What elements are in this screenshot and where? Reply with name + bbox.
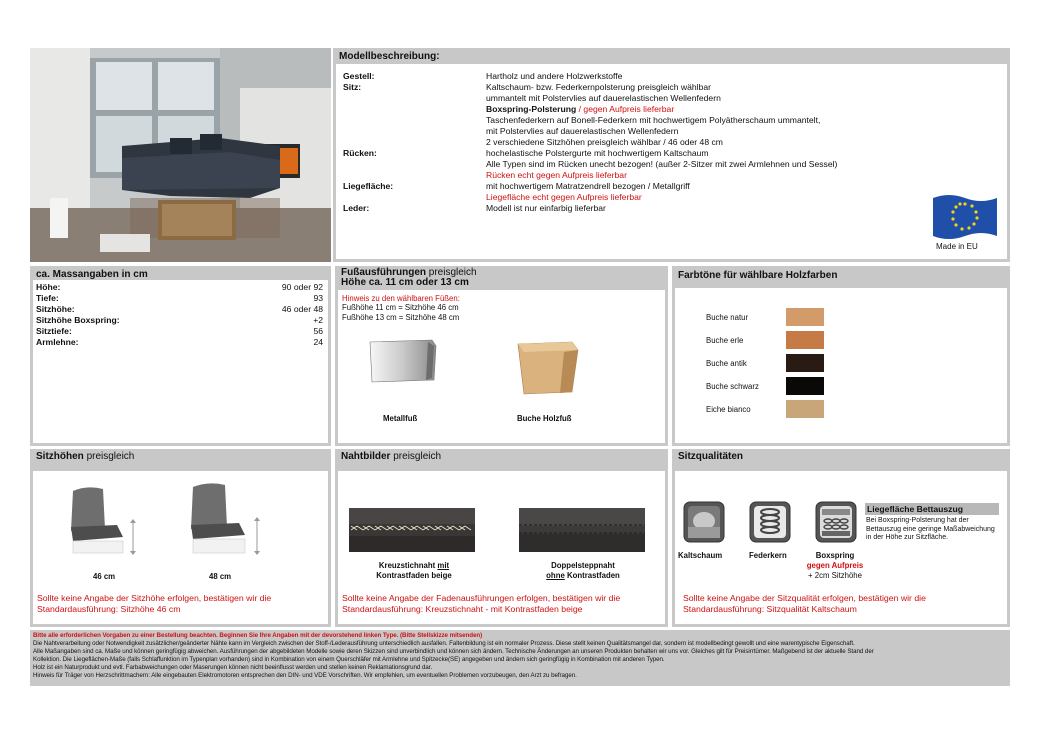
heights-note-2: Standardausführung: Sitzhöhe 46 cm [37,604,181,615]
color-swatch-buche-natur [786,308,824,326]
value-sitz-1: Kaltschaum- bzw. Federkernpolsterung preisgleich wählbar [486,82,711,92]
color-name: Buche natur [706,313,749,322]
made-in-eu-text: Made in EU [936,242,978,251]
label-ruecken: Rücken: [343,148,377,158]
measure-value: 56 [313,326,323,336]
double-stitch-label-a: Doppelsteppnaht [551,561,615,570]
measures-title: ca. Massangaben in cm [36,269,148,280]
quality-cold-foam-label: Kaltschaum [678,551,723,560]
seams-title: Nahtbilder [341,451,391,462]
double-stitch-label-c: Kontrastfaden [564,571,620,580]
value-leder: Modell ist nur einfarbig lieferbar [486,203,606,213]
value-boxspring-2: mit Polstervlies auf dauerelastischen Wellenfedern [486,126,679,136]
value-ruecken-1: hochelastische Polstergurte mit hochwertigem Kaltschaum [486,148,709,158]
footer-notes [30,630,1010,686]
quality-boxspring-extra: + 2cm Sitzhöhe [808,571,862,580]
double-stitch-seam-image [519,508,645,552]
height-48-label: 48 cm [209,572,232,581]
feet-title: Fußausführungen [341,267,426,278]
measure-label: Sitztiefe: [36,326,72,336]
spring-core-icon [749,501,791,543]
value-liegeflaeche-2: Liegefläche echt gegen Aufpreis lieferbar [486,192,642,202]
footer-line: Holz ist ein Naturprodukt und evtl. Farbabweichungen oder Maserungen können nicht beeinflusst werden und stellen keinen Reklamationsgrund dar. [33,663,433,671]
value-boxspring-1: Taschenfederkern auf Bonell-Federkern mit hochwertigem Polyätherschaum ummantelt, [486,115,821,125]
seat-heights-panel [30,449,331,627]
footer-line: Die Nahtverarbeitung oder Notwendigkeit zusätzlicher/geänderter Nähte kann im Vergleich zwischen der Stoff-/Lederausführung unterschiedlich ausfallen. Faltenbildung ist ein normaler Prozess. Diese stellt keinen Qualitätsmangel dar, sondern ist modellbedingt gewollt und eine warentypische Eigenschaft. [33,639,855,647]
color-name: Buche schwarz [706,382,759,391]
metal-foot-image [366,338,438,384]
cross-stitch-seam-image [349,508,475,552]
seams-title-sub: preisgleich [393,451,442,462]
feet-info-13: Fußhöhe 13 cm = Sitzhöhe 48 cm [342,312,460,322]
boxspring-surcharge: / gegen Aufpreis lieferbar [576,104,675,114]
heights-note-1: Sollte keine Angabe der Sitzhöhe erfolgen, bestätigen wir die [37,593,272,603]
label-liegeflaeche: Liegefläche: [343,181,394,191]
quality-spring-core-label: Federkern [749,551,787,560]
colors-panel [672,266,1010,446]
chair-46-image [65,485,141,561]
value-liegeflaeche-1: mit hochwertigem Matratzendrell bezogen / Metallgriff [486,181,690,191]
room-photo [30,48,331,262]
color-name: Buche antik [706,359,747,368]
eu-flag-icon [929,192,1001,242]
bed-extension-box [865,503,999,551]
measure-value: 93 [313,293,323,303]
label-leder: Leder: [343,203,370,213]
measure-value: 46 oder 48 [281,304,323,314]
model-description-panel [333,48,1010,262]
cross-stitch-label-c: Kontrastfaden beige [376,571,452,580]
measures-panel [30,266,331,446]
wood-foot-image [516,340,580,396]
cold-foam-icon [683,501,725,543]
feet-info-11: Fußhöhe 11 cm = Sitzhöhe 46 cm [342,303,459,313]
measure-label: Sitzhöhe: [36,304,75,314]
heights-title: Sitzhöhen [36,451,84,462]
measure-value: +2 [313,315,323,325]
color-swatch-buche-erle [786,331,824,349]
bed-extension-title: Liegefläche Bettauszug [865,503,999,515]
wood-foot-label: Buche Holzfuß [517,414,572,423]
measure-value: 90 oder 92 [281,282,323,292]
value-sitz-2: ummantelt mit Polstervlies auf dauerelastischen Wellenfedern [486,93,721,103]
footer-warning: Bitte alle erforderlichen Vorgaben zu einer Bestellung beachten. Beginnen Sie Ihre Angaben mit der devorstehend linken Type. (Bitte Stellskizze mitsenden) [33,632,483,639]
color-swatch-buche-antik [786,354,824,372]
label-gestell: Gestell: [343,71,375,81]
feet-hint: Hinweis zu den wählbaren Füßen: [342,294,460,303]
measure-label: Tiefe: [36,293,59,303]
chair-48-image [185,481,265,561]
boxspring-label: Boxspring-Polsterung [486,104,577,114]
colors-title: Farbtöne für wählbare Holzfarben [678,270,838,281]
measure-label: Sitzhöhe Boxspring: [36,315,120,325]
bed-extension-text-3: in der Höhe zur Sitzfläche. [866,534,949,542]
feet-height-line: Höhe ca. 11 cm oder 13 cm [341,277,469,288]
quality-note-1: Sollte keine Angabe der Sitzqualität erfolgen, bestätigen wir die [683,593,926,603]
measure-label: Höhe: [36,282,61,292]
feet-panel [335,266,668,446]
color-swatch-buche-schwarz [786,377,824,395]
height-46-label: 46 cm [93,572,116,581]
seams-panel [335,449,668,627]
color-name: Buche erle [706,336,744,345]
value-ruecken-3: Rücken echt gegen Aufpreis lieferbar [486,170,627,180]
double-stitch-label-b: ohne [546,571,565,580]
footer-line: Hinweis für Träger von Herzschrittmachern: Alle eingebauten Elektromotoren entsprechen den DIN- und VDE Vorschriften. Wir empfehlen, um eventuellen Problemen vorzubeugen, den Arzt zu befragen. [33,671,577,679]
bed-extension-text-1: Bei Boxspring-Polsterung hat der [866,517,969,524]
label-sitz: Sitz: [343,82,362,92]
measure-value: 24 [313,337,323,347]
model-description-title: Modellbeschreibung: [339,51,440,62]
quality-boxspring-label: Boxspring [815,551,855,560]
quality-boxspring-surcharge: gegen Aufpreis [806,561,864,570]
seams-note-1: Sollte keine Angabe der Fadenausführungen erfolgen, bestätigen wir die [342,593,621,603]
footer-line: Alle Maßangaben sind ca. Maße und können geringfügig abweichen. Ausführungen der abgebildeten Modelle sowie deren Skizzen sind unverbindlich und können sich ändern. Technische Änderungen an unseren Produkten behalten wir uns vor. Gleiches gilt für Preisirrtümer. Maßgebend ist der aktuelle Stand der [33,647,874,655]
value-ruecken-2: Alle Typen sind im Rücken unecht bezogen! (außer 2-Sitzer mit zwei Armlehnen und Sessel) [486,159,838,169]
boxspring-icon [815,501,857,543]
feet-title-sub: preisgleich [428,267,477,278]
heights-title-sub: preisgleich [86,451,135,462]
color-swatch-eiche-bianco [786,400,824,418]
metal-foot-label: Metallfuß [383,414,418,423]
cross-stitch-label-a: Kreuzstichnaht [378,561,438,570]
seat-quality-panel [672,449,1010,627]
value-gestell: Hartholz und andere Holzwerkstoffe [486,71,623,81]
quality-note-2: Standardausführung: Sitzqualität Kaltschaum [683,604,857,615]
measure-label: Armlehne: [36,337,79,347]
cross-stitch-label-b: mit [437,561,450,570]
value-boxspring-3: 2 verschiedene Sitzhöhen preisgleich wählbar / 46 oder 48 cm [486,137,723,147]
footer-line: Kollektion. Die Liegeflächen-Maße (falls Schlaffunktion im Typenplan vorhanden) sind in Kombination von einem Querschläfer mit Armlehne und Spitzecke(SE) angegeben und ändern sich geringfügig in Kombination mit anderen Typen. [33,655,665,663]
bed-extension-text-2: Bettauszug eine geringe Maßabweichung [866,525,995,533]
quality-title: Sitzqualitäten [678,451,744,462]
color-name: Eiche bianco [706,405,751,414]
seams-note-2: Standardausführung: Kreuzstichnaht - mit Kontrastfaden beige [342,604,583,615]
